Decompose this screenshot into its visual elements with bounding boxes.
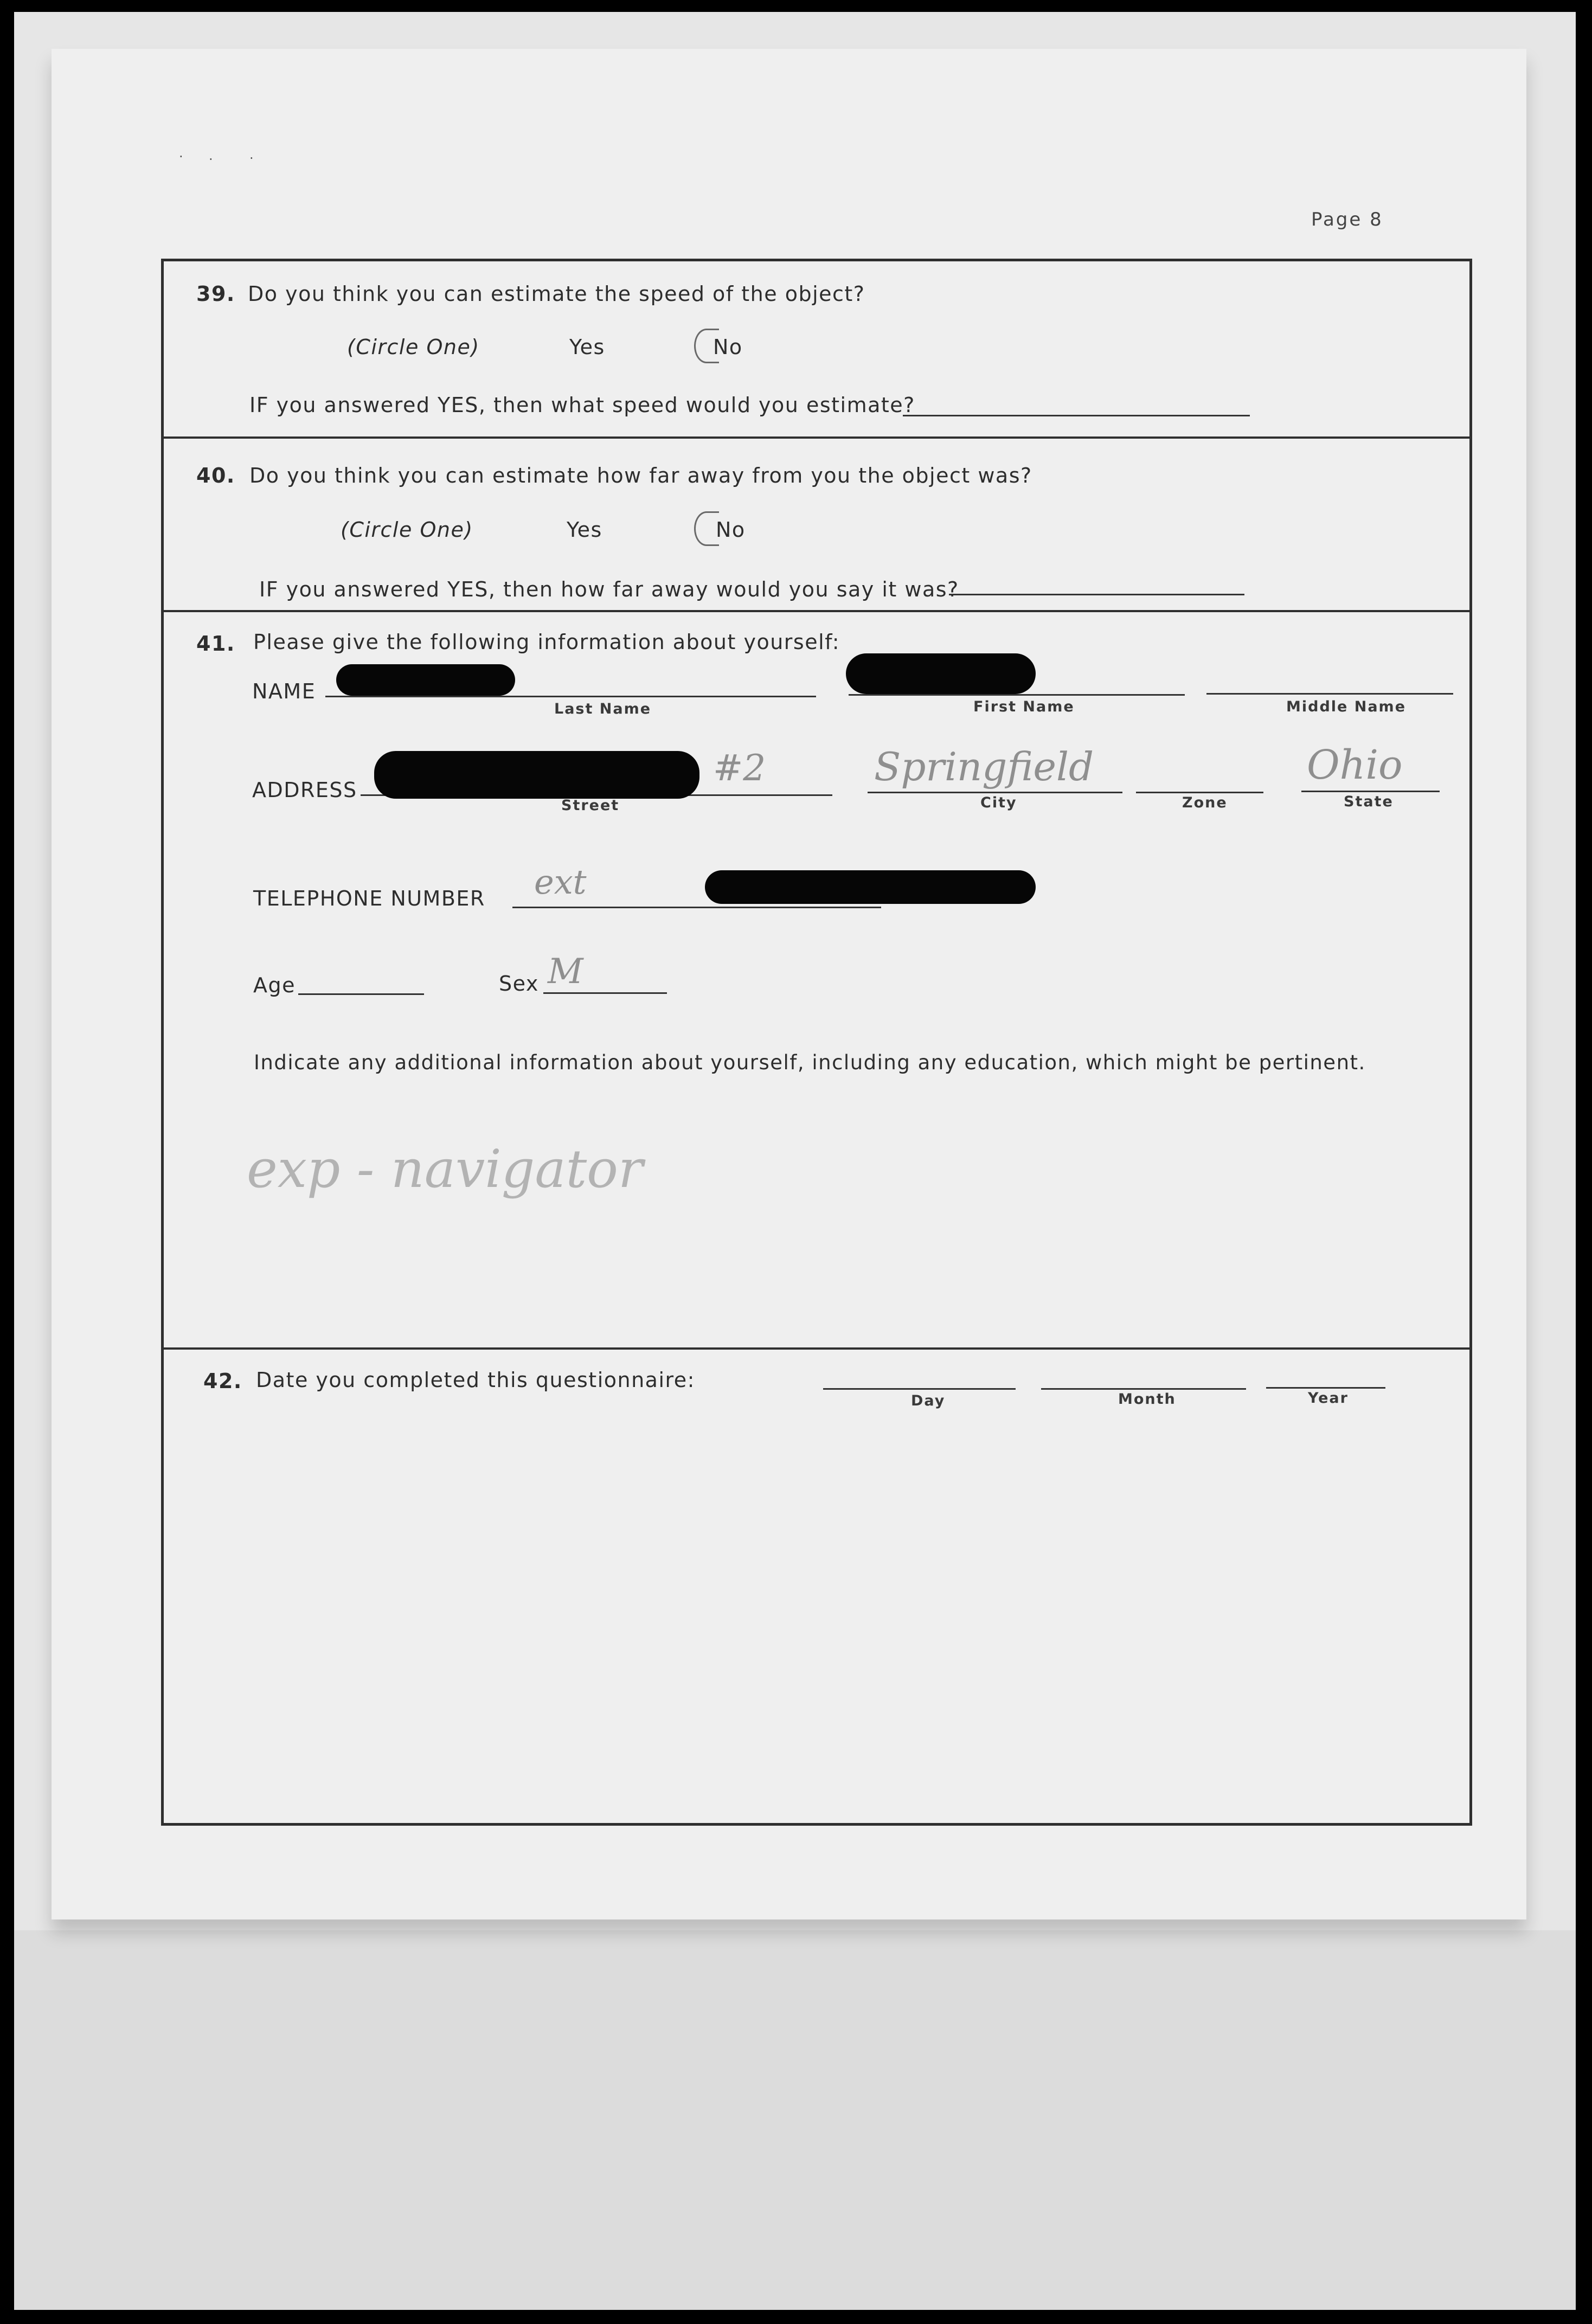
middle-name-line[interactable] (1206, 693, 1453, 695)
age-line[interactable] (298, 993, 424, 995)
divider-41-42 (161, 1347, 1472, 1350)
q40-question: Do you think you can estimate how far away from you the object was? (249, 464, 1032, 487)
q40-no-option[interactable]: No (716, 518, 746, 542)
q39-speed-answer-line[interactable] (903, 415, 1250, 416)
age-label: Age (253, 973, 296, 997)
scan-speck: · (179, 149, 183, 164)
q40-number: 40. (196, 464, 235, 487)
q39-yes-option[interactable]: Yes (569, 335, 605, 359)
state-line[interactable] (1301, 791, 1440, 792)
scan-speck: · (209, 152, 213, 167)
year-line[interactable] (1266, 1387, 1385, 1389)
address-label: ADDRESS (252, 778, 357, 802)
month-line[interactable] (1041, 1388, 1246, 1390)
city-caption: City (980, 794, 1017, 811)
divider-39-40 (161, 436, 1472, 439)
q40-circle-prompt: (Circle One) (341, 518, 473, 542)
form-box (161, 259, 1472, 1826)
q41-prompt: Please give the following information about yourself: (253, 630, 840, 654)
year-caption: Year (1308, 1390, 1349, 1407)
street-caption: Street (561, 797, 620, 814)
q42-prompt: Date you completed this questionnaire: (256, 1368, 695, 1392)
q39-number: 39. (196, 282, 235, 306)
divider-40-41 (161, 610, 1472, 612)
city-handwritten: Springfield (874, 744, 1094, 789)
day-line[interactable] (823, 1388, 1016, 1390)
q39-no-option[interactable]: No (713, 335, 743, 359)
first-name-caption: First Name (973, 698, 1075, 715)
sex-handwritten: M (548, 952, 583, 992)
redaction-street (374, 751, 699, 799)
q40-followup: IF you answered YES, then how far away would you say it was? (259, 577, 959, 601)
zone-caption: Zone (1182, 794, 1228, 811)
redaction-last-name (336, 664, 515, 696)
sex-label: Sex (499, 972, 539, 996)
telephone-line[interactable] (512, 907, 881, 908)
telephone-handwritten: ext (534, 862, 587, 902)
q41-number: 41. (196, 632, 235, 656)
q40-distance-answer-line[interactable] (949, 594, 1244, 595)
state-handwritten: Ohio (1307, 742, 1403, 788)
city-line[interactable] (868, 792, 1122, 793)
middle-name-caption: Middle Name (1286, 698, 1407, 715)
additional-info-handwritten: exp - navigator (247, 1139, 643, 1199)
q39-question: Do you think you can estimate the speed of the object? (248, 282, 865, 306)
scan-speck: · (249, 151, 254, 166)
street-handwritten: #2 (713, 747, 766, 789)
first-name-line[interactable] (849, 694, 1185, 696)
redaction-first-name (846, 653, 1036, 694)
day-caption: Day (911, 1392, 946, 1409)
q42-number: 42. (203, 1369, 242, 1393)
telephone-label: TELEPHONE NUMBER (253, 887, 485, 910)
zone-line[interactable] (1136, 792, 1263, 793)
state-caption: State (1344, 793, 1394, 810)
q39-followup: IF you answered YES, then what speed would you estimate? (249, 393, 915, 417)
scan-mount-lower (14, 1930, 1576, 2310)
q39-circle-prompt: (Circle One) (347, 335, 480, 359)
additional-info-prompt: Indicate any additional information about yourself, including any education, which might be pertinent. (254, 1051, 1366, 1074)
month-caption: Month (1118, 1391, 1176, 1408)
redaction-telephone (705, 870, 1036, 904)
name-label: NAME (252, 679, 316, 703)
last-name-line[interactable] (325, 696, 816, 697)
q40-yes-option[interactable]: Yes (567, 518, 602, 542)
sex-line[interactable] (543, 992, 667, 994)
last-name-caption: Last Name (554, 701, 652, 717)
page-number: Page 8 (1311, 209, 1383, 230)
